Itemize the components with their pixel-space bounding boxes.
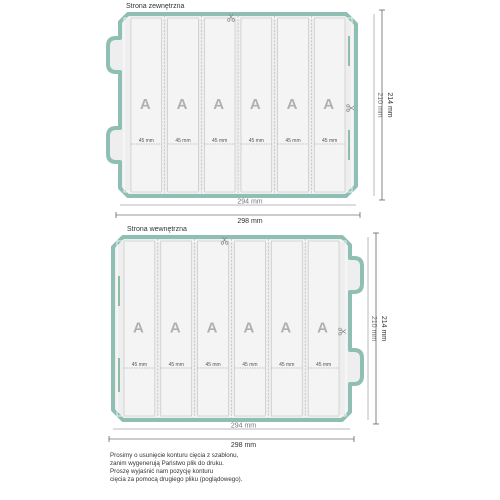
panel-width-label: 45 mm xyxy=(248,138,264,144)
panel-width-label: 45 mm xyxy=(138,138,154,144)
note-line: zanim wygenerują Państwo plik do druku. xyxy=(110,460,224,467)
panel-width-label: 45 mm xyxy=(322,138,338,144)
panel-width-label: 45 mm xyxy=(205,362,221,368)
panel-letter: A xyxy=(280,319,292,337)
panel-width-label: 45 mm xyxy=(242,362,258,368)
inner-side-template xyxy=(109,233,387,449)
panel-letter: A xyxy=(286,96,298,113)
note-line: Prosimy o usunięcie konturu cięcia z szablonu, xyxy=(110,452,239,459)
inner-height-label: 210 mm xyxy=(376,92,383,118)
outer-height-label: 214 mm xyxy=(386,92,393,118)
inner-side-title: Strona wewnętrzna xyxy=(127,226,187,233)
outer-width-label: 298 mm xyxy=(230,442,257,449)
note-line: cięcia za pomocą drugiego pliku (poglądowego). xyxy=(110,476,243,483)
outer-side-template xyxy=(108,10,393,225)
outer-height-label: 214 mm xyxy=(380,315,387,342)
panel-width-label: 45 mm xyxy=(168,362,184,368)
cut-contour-note xyxy=(110,452,242,484)
panel-letter: A xyxy=(323,96,335,113)
panel-width-label: 45 mm xyxy=(175,138,191,144)
inner-width-label: 294 mm xyxy=(230,422,257,430)
outer-side-title: Strona zewnętrzna xyxy=(126,3,185,10)
panel-width-label: 45 mm xyxy=(285,138,301,144)
panel-width-label: 45 mm xyxy=(279,362,295,368)
outer-width-label: 298 mm xyxy=(237,218,263,225)
note-line: Proszę wyjaśnić nam pozycję konturu xyxy=(110,468,214,475)
panel-letter: A xyxy=(317,319,329,337)
panel-letter: A xyxy=(249,96,261,113)
panel-letter: A xyxy=(169,319,181,337)
panel-letter: A xyxy=(213,96,225,113)
inner-height-label: 210 mm xyxy=(370,315,377,342)
panel-width-label: 45 mm xyxy=(212,138,228,144)
inner-width-label: 294 mm xyxy=(237,198,263,206)
panel-width-label: 45 mm xyxy=(315,362,332,368)
panel-letter: A xyxy=(139,96,151,113)
panel-letter: A xyxy=(176,96,188,113)
panel-width-label: 45 mm xyxy=(131,362,148,368)
panel-letter: A xyxy=(132,319,144,337)
panel-letter: A xyxy=(243,319,255,337)
panel-letter: A xyxy=(206,319,218,337)
